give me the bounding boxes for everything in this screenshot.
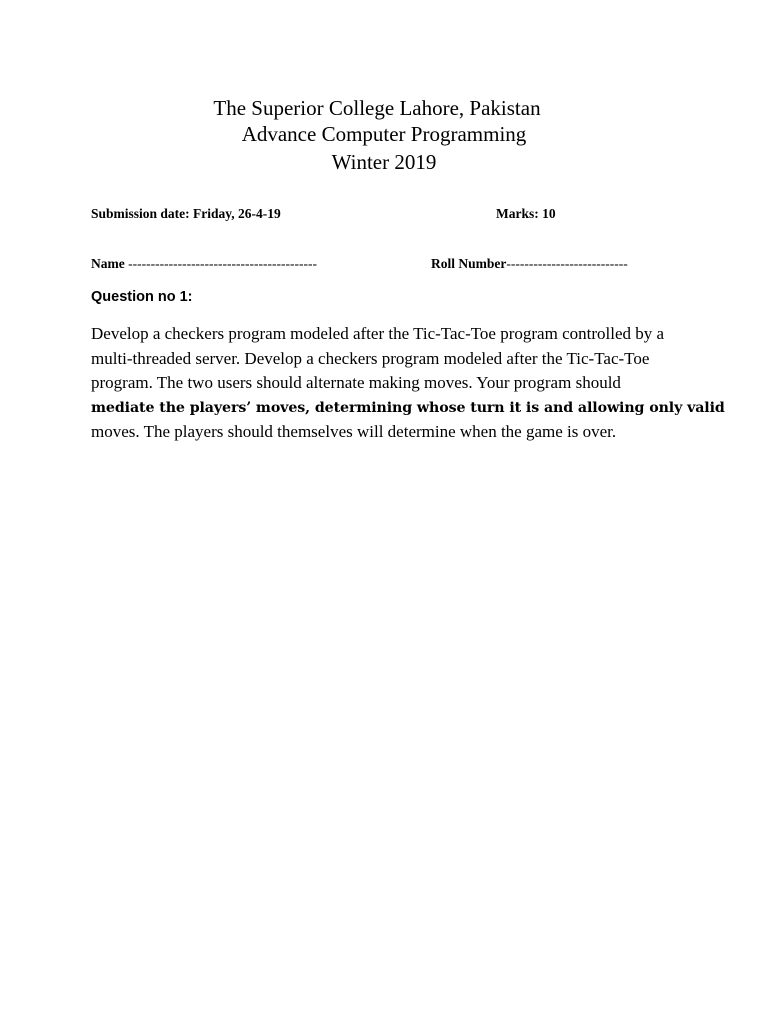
submission-date: Submission date: Friday, 26-4-19 <box>91 206 281 221</box>
name-label: Name <box>91 256 125 271</box>
question-line: moves. The players should themselves will determine when the game is over. <box>91 422 617 441</box>
name-field <box>91 256 317 272</box>
name-blank: ------------------------------------------ <box>128 256 317 271</box>
question-body <box>91 322 725 445</box>
question-heading: Question no 1: <box>91 289 193 305</box>
roll-number-label: Roll Number <box>431 256 507 271</box>
course-title: Advance Computer Programming <box>241 122 527 146</box>
roll-number-field <box>431 256 628 272</box>
term-title: Winter 2019 <box>331 150 437 174</box>
question-line: program. The two users should alternate making moves. Your program should <box>91 373 621 392</box>
marks: Marks: 10 <box>496 206 556 221</box>
question-line-bold: mediate the players’ moves, determining whose turn it is and allowing only valid <box>91 399 725 416</box>
roll-number-blank: --------------------------- <box>506 256 628 271</box>
question-line: Develop a checkers program modeled after the Tic-Tac-Toe program controlled by a <box>91 324 665 343</box>
college-title: The Superior College Lahore, Pakistan <box>213 96 541 120</box>
question-line: multi-threaded server. Develop a checkers program modeled after the Tic-Tac-Toe <box>91 348 650 368</box>
